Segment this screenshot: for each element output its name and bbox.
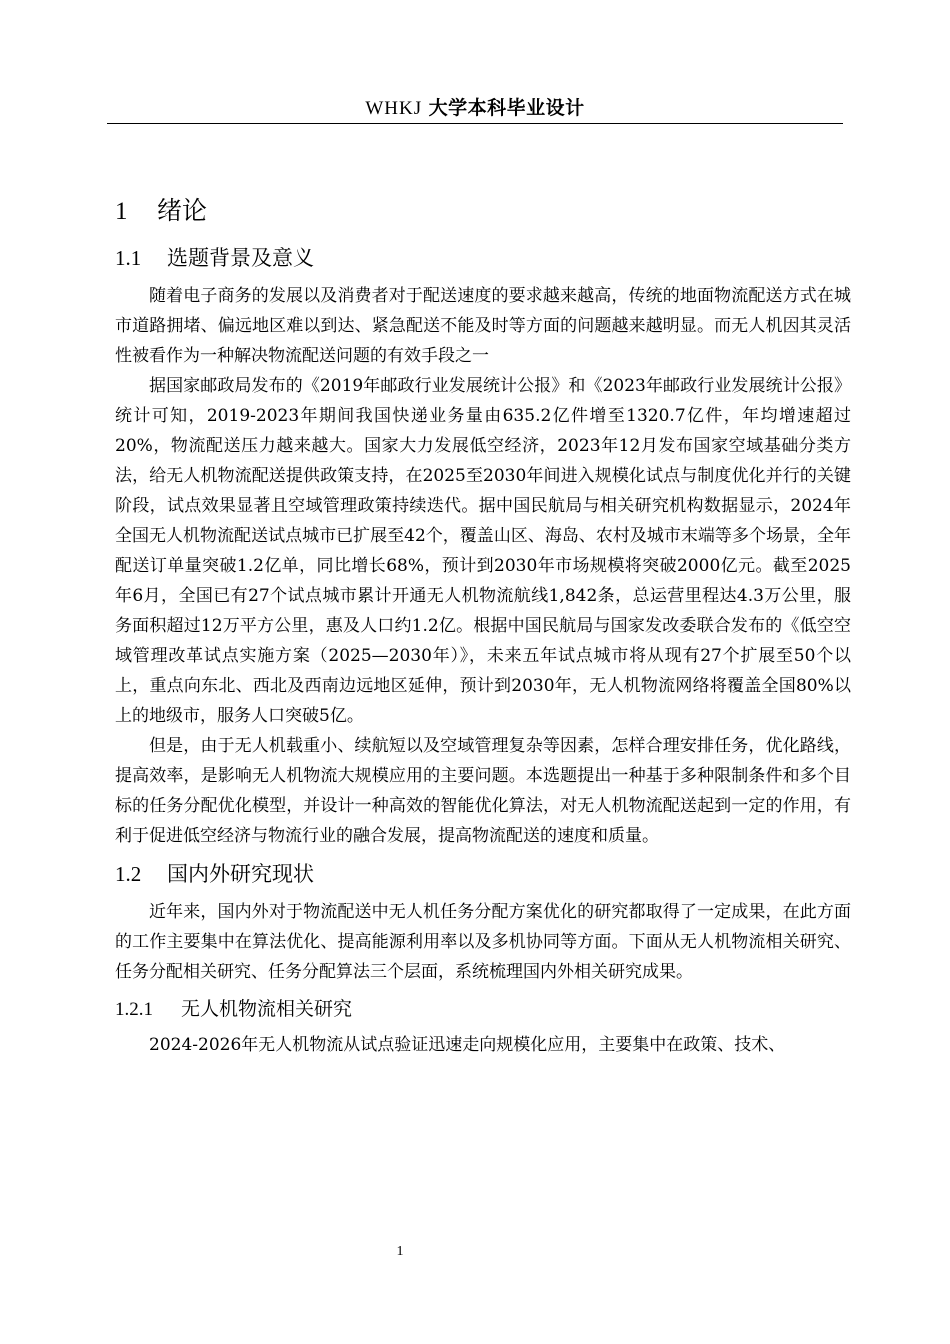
subsection-number: 1.2.1	[115, 999, 153, 1020]
document-body	[115, 180, 851, 1060]
paragraph: 但是，由于无人机载重小、续航短以及空域管理复杂等因素，怎样合理安排任务，优化路线，提高效率，是影响无人机物流大规模应用的主要问题。本选题提出一种基于多种限制条件和多个目标的任务分配优化模型，并设计一种高效的智能优化算法，对无人机物流配送起到一定的作用，有利于促进低空经济与物流行业的融合发展，提高物流配送的速度和质量。	[115, 736, 851, 846]
section-title: 国内外研究现状	[167, 862, 314, 886]
paragraph: 随着电子商务的发展以及消费者对于配送速度的要求越来越高，传统的地面物流配送方式在城市道路拥堵、偏远地区难以到达、紧急配送不能及时等方面的问题越来越明显。而无人机因其灵活性被看作为一种解决物流配送问题的有效手段之一	[115, 286, 851, 366]
section-number: 1.1	[115, 246, 142, 270]
section-heading-1-2	[115, 859, 851, 889]
subsection-title: 无人机物流相关研究	[181, 998, 353, 1020]
header-title: 大学本科毕业设计	[428, 97, 585, 119]
paragraph: 2024-2026年无人机物流从试点验证迅速走向规模化应用，主要集中在政策、技术、	[149, 1035, 786, 1055]
page-number: 1	[396, 1244, 404, 1259]
paragraph: 近年来，国内外对于物流配送中无人机任务分配方案优化的研究都取得了一定成果，在此方面的工作主要集中在算法优化、提高能源利用率以及多机协同等方面。下面从无人机物流相关研究、任务分配相关研究、任务分配算法三个层面，系统梳理国内外相关研究成果。	[115, 902, 851, 982]
chapter-number: 1	[115, 198, 128, 225]
page-header	[107, 93, 843, 124]
header-code: WHKJ	[365, 98, 423, 119]
paragraph: 据国家邮政局发布的《2019年邮政行业发展统计公报》和《2023年邮政行业发展统计公报》统计可知，2019-2023年期间我国快递业务量由635.2亿件增至1320.7亿件，年均增速超过20%，物流配送压力越来越大。国家大力发展低空经济，2023年12月发布国家空域基础分类方法，给无人机物流配送提供政策支持，在2025至2030年间进入规模化试点与制度优化并行的关键阶段，试点效果显著且空域管理政策持续迭代。据中国民航局与相关研究机构数据显示，2024年全国无人机物流配送试点城市已扩展至42个，覆盖山区、海岛、农村及城市末端等多个场景，全年配送订单量突破1.2亿单，同比增长68%，预计到2030年市场规模将突破2000亿元。截至2025年6月，全国已有27个试点城市累计开通无人机物流航线1,842条，总运营里程达4.3万公里，服务面积超过12万平方公里，惠及人口约1.2亿。根据中国民航局与国家发改委联合发布的《低空空域管理改革试点实施方案（2025—2030年）》，未来五年试点城市将从现有27个扩展至50个以上，重点向东北、西北及西南边远地区延伸，预计到2030年，无人机物流网络将覆盖全国80%以上的地级市，服务人口突破5亿。	[115, 376, 851, 726]
section-number: 1.2	[115, 862, 142, 886]
section-heading-1-1	[115, 243, 851, 273]
chapter-heading	[115, 194, 851, 229]
section-title: 选题背景及意义	[167, 246, 314, 270]
chapter-title: 绪论	[157, 196, 208, 225]
subsection-heading-1-2-1	[115, 995, 851, 1024]
